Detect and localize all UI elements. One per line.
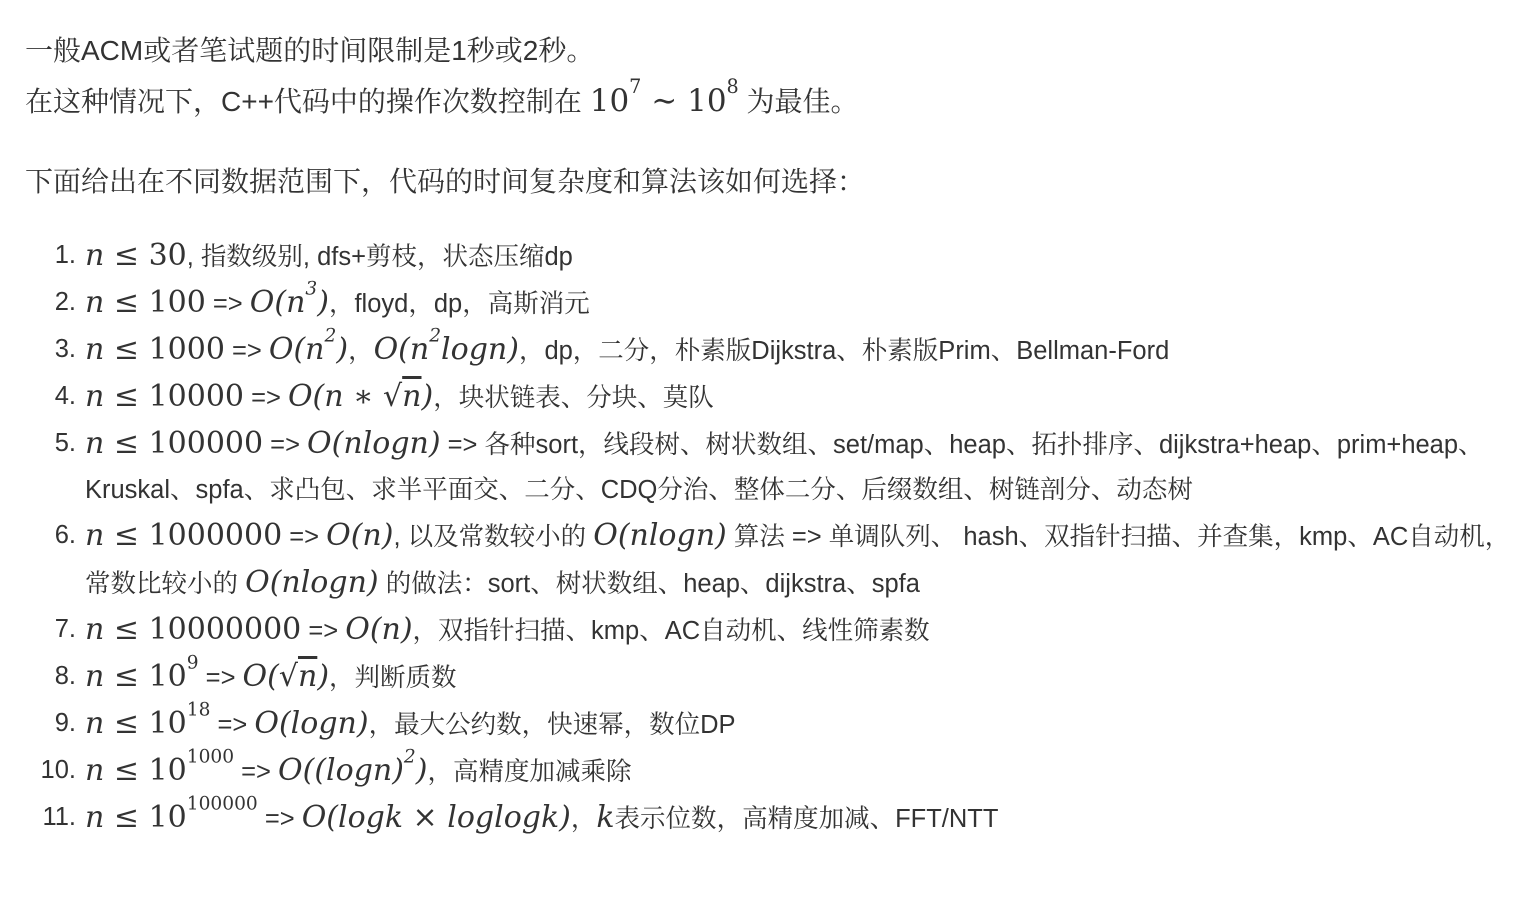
list-item-text: , 指数级别, dfs+剪枝，状态压缩dp bbox=[186, 243, 573, 271]
list-item-number: 10. bbox=[40, 756, 76, 784]
list-item-text: ，高精度加减、FFT/NTT bbox=[716, 805, 999, 833]
list-item-text: ，dp，二分，朴素版Dijkstra、朴素版Prim、Bellman-Ford bbox=[518, 337, 1170, 365]
list-item-text: ，最大公约数，快速幂，数位DP bbox=[368, 711, 736, 739]
list-item-number: 1. bbox=[54, 241, 76, 269]
list-item-number: 9. bbox=[54, 709, 76, 737]
list-item: 11. $n \le 10^{100000} => O(\log k \times loglogk)$，k表示位数，高精度加减、FFT/NTT bbox=[25, 795, 1535, 842]
sqrt-symbol: √ bbox=[278, 659, 298, 694]
sqrt-symbol: √ bbox=[383, 379, 403, 414]
list-item: 8. $n \le 10^9 => O(√n)$，判断质数 bbox=[25, 654, 1535, 701]
list-item-text: ，判断质数 bbox=[329, 664, 457, 692]
list-item: 1. n ≤ 30, 指数级别, dfs+剪枝，状态压缩dp bbox=[25, 233, 1535, 280]
list-item-text: ，高精度加减乘除 bbox=[427, 758, 632, 786]
list-item: 10. $n \le 10^{1000} => O((\log n)^2)$，高精度加减乘除 bbox=[25, 748, 1535, 795]
list-item-number: 3. bbox=[54, 335, 76, 363]
complexity-list bbox=[25, 233, 1536, 842]
list-item-text: ，floyd，dp，高斯消元 bbox=[328, 290, 590, 318]
math-range: $10^7$ ∼ $10^8$ bbox=[589, 74, 739, 119]
list-item-number: 2. bbox=[54, 288, 76, 316]
list-item-text: , 以及常数较小的 bbox=[393, 523, 594, 551]
list-item: 5. n ≤ 100000 => O(nlogn) => 各种sort，线段树、树状数组、set/map、heap、拓扑排序、dijkstra+heap、prim+heap、Kruskal、spfa、求凸包、求半平面交、二分、CDQ分治、整体二分、后缀数组、树链剖分、动态树 bbox=[25, 421, 1535, 513]
list-item-text: ，双指针扫描、kmp、AC自动机、线性筛素数 bbox=[412, 617, 930, 645]
list-item: 6. n ≤ 1000000 => O(n), 以及常数较小的 O(nlogn) 算法 => 单调队列、 hash、双指针扫描、并查集，kmp、AC自动机，常数比较小的 O(nlogn) 的做法：sort、树状数组、heap、dijkstra、spfa bbox=[25, 513, 1535, 607]
list-item: 9. $n \le 10^{18} => O(\log n)$，最大公约数，快速幂，数位DP bbox=[25, 701, 1535, 748]
list-item-number: 7. bbox=[54, 615, 76, 643]
intro-line-2-suffix: 为最佳。 bbox=[746, 86, 859, 117]
intro-line-2 bbox=[25, 76, 1536, 127]
intro-line-1-text: 一般ACM或者笔试题的时间限制是1秒或2秒。 bbox=[25, 35, 595, 66]
list-item: 4. n ≤ 10000 => O(n ∗ √n)，块状链表、分块、莫队 bbox=[25, 374, 1535, 421]
intro-line-1 bbox=[25, 26, 1536, 76]
list-item-text: => 各种sort，线段树、树状数组、set/map、heap、拓扑排序、dijkstra+heap、prim+heap、Kruskal、spfa、求凸包、求半平面交、二分、CDQ分治、整体二分、后缀数组、树链剖分、动态树 bbox=[85, 431, 1484, 504]
list-item-number: 11. bbox=[42, 803, 76, 831]
list-item-number: 6. bbox=[54, 521, 76, 549]
list-item: 3. $n \le 1000 => O(n^2)$，$O(n^2\log n)$，dp，二分，朴素版Dijkstra、朴素版Prim、Bellman-Ford bbox=[25, 327, 1535, 374]
list-item-text: ，块状链表、分块、莫队 bbox=[433, 384, 714, 412]
list-item: 7. n ≤ 10000000 => O(n)，双指针扫描、kmp、AC自动机、线性筛素数 bbox=[25, 607, 1535, 654]
intro-line-2-prefix: 在这种情况下，C++代码中的操作次数控制在 bbox=[25, 86, 582, 117]
list-item: 2. $n \le 100 => O(n^3)$，floyd，dp，高斯消元 bbox=[25, 280, 1535, 327]
intro-line-3 bbox=[25, 157, 1536, 207]
list-item-number: 4. bbox=[54, 382, 76, 410]
intro-line-3-text: 下面给出在不同数据范围下，代码的时间复杂度和算法该如何选择： bbox=[25, 166, 866, 197]
list-item-number: 8. bbox=[54, 662, 76, 690]
list-item-number: 5. bbox=[54, 429, 76, 457]
